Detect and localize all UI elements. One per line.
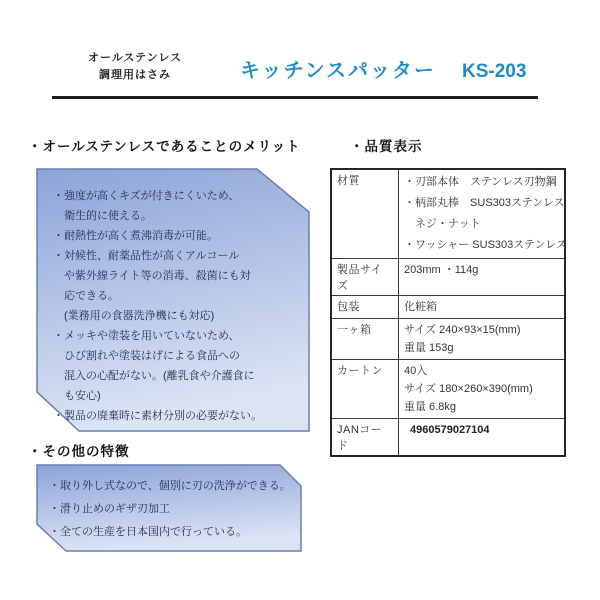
merit-line: (業務用の食器洗浄機にも対応) xyxy=(53,310,215,322)
spec-label: カートン xyxy=(331,360,399,419)
spec-value xyxy=(399,259,566,296)
table-row xyxy=(331,259,565,296)
spec-value-line: サイズ 180×260×390(mm) xyxy=(404,383,533,395)
spec-label: 材質 xyxy=(331,169,399,259)
spec-value-line: 203mm ・114g xyxy=(404,264,479,276)
quality-heading: ・品質表示 xyxy=(350,139,423,154)
spec-label: 製品サイズ xyxy=(331,259,399,296)
merit-line: も安心) xyxy=(53,390,101,402)
header-divider xyxy=(52,96,538,99)
spec-value-line: 化粧箱 xyxy=(404,301,437,313)
table-row xyxy=(331,169,565,259)
spec-value-line: ・刃部本体 ステンレス刃物鋼 xyxy=(404,176,557,188)
spec-value xyxy=(399,169,566,259)
merit-line: ・メッキや塗装を用いていないため、 xyxy=(53,330,240,342)
page-title xyxy=(240,54,526,83)
spec-value-line: サイズ 240×93×15(mm) xyxy=(404,324,521,336)
product-subtitle xyxy=(60,50,210,84)
merit-line: ・強度が高くキズが付きにくいため、 xyxy=(53,190,240,202)
merit-line: や紫外線ライト等の消毒、殺菌にも対 xyxy=(53,270,251,282)
product-model: KS-203 xyxy=(462,61,527,82)
merit-line: 混入の心配がない。(離乳食や介護食に xyxy=(53,370,255,382)
spec-value-line: ・柄部丸棒 SUS303ステンレス xyxy=(404,197,565,209)
merit-line: ・耐熱性が高く煮沸消毒が可能。 xyxy=(53,230,218,242)
table-row xyxy=(331,360,565,419)
subtitle-line2: 調理用はさみ xyxy=(99,69,171,81)
feature-line: ・全ての生産を日本国内で行っている。 xyxy=(49,526,247,538)
spec-label: 包装 xyxy=(331,296,399,319)
spec-value-line: 40入 xyxy=(404,365,428,377)
spec-value xyxy=(399,319,566,360)
merits-box xyxy=(36,168,310,432)
features-box xyxy=(36,464,302,552)
spec-value-line: ・ワッシャー SUS303ステンレス xyxy=(404,239,567,251)
spec-value xyxy=(399,296,566,319)
product-name: キッチンスパッター xyxy=(240,60,436,82)
feature-line: ・取り外し式なので、個別に刃の洗浄ができる。 xyxy=(49,480,291,492)
merit-line: 応できる。 xyxy=(53,290,119,302)
merit-line: 衛生的に使える。 xyxy=(53,210,152,222)
spec-value xyxy=(399,419,566,457)
spec-value-line: 4960579027104 xyxy=(410,424,490,436)
quality-spec-table xyxy=(330,168,566,457)
spec-label: 一ヶ箱 xyxy=(331,319,399,360)
merits-text xyxy=(53,186,262,426)
merit-line: ・製品の廃棄時に素材分別の必要がない。 xyxy=(53,410,262,422)
spec-value-line: ネジ・ナット xyxy=(404,218,481,230)
spec-value-line: 重量 6.8kg xyxy=(404,401,456,413)
features-text xyxy=(49,475,291,544)
feature-line: ・滑り止めのギザ刃加工 xyxy=(49,503,170,515)
spec-label: JANコード xyxy=(331,419,399,457)
table-row xyxy=(331,419,565,457)
merit-line: ・対候性、耐薬品性が高くアルコール xyxy=(53,250,240,262)
merit-line: ひび割れや塗装はげによる食品への xyxy=(53,350,240,362)
table-row xyxy=(331,296,565,319)
features-heading: ・その他の特徴 xyxy=(28,444,130,459)
spec-value-line: 重量 153g xyxy=(404,342,454,354)
subtitle-line1: オールステンレス xyxy=(87,52,183,64)
merits-heading: ・オールステンレスであることのメリット xyxy=(28,139,301,154)
spec-value xyxy=(399,360,566,419)
table-row xyxy=(331,319,565,360)
